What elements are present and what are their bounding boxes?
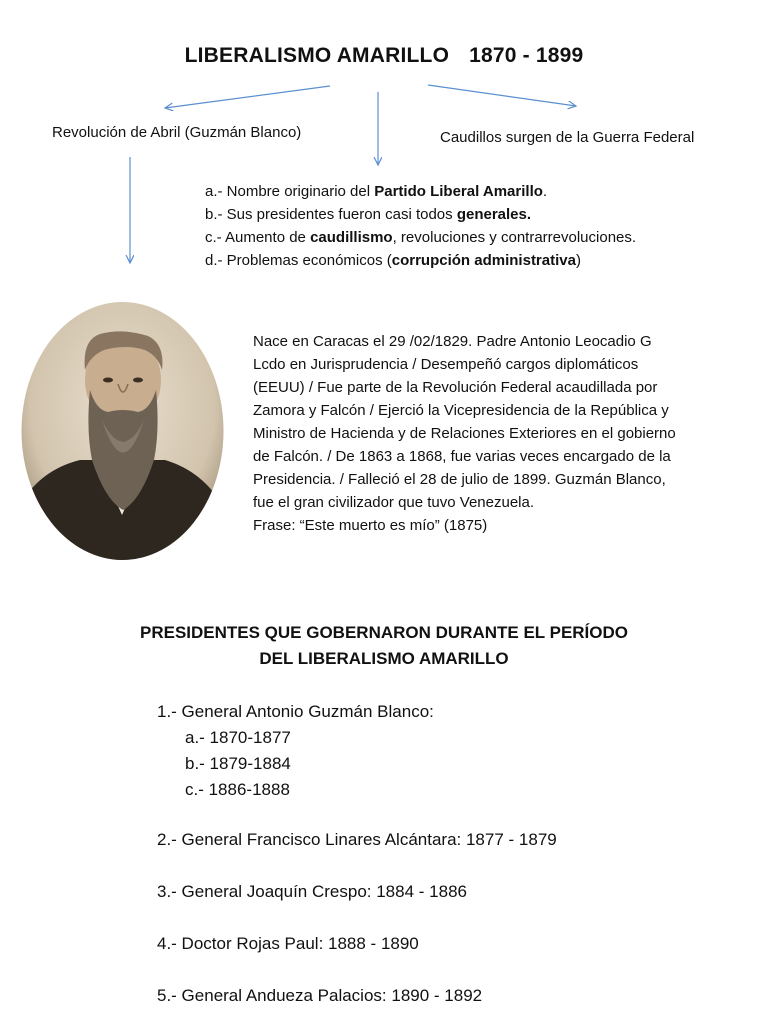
branch-caudillos: Caudillos surgen de la Guerra Federal [440, 129, 695, 146]
president-item: 5.- General Andueza Palacios: 1890 - 1892 [157, 986, 483, 1005]
term-item: a.- 1870-1877 [185, 728, 291, 747]
bio-line: Frase: “Este muerto es mío” (1875) [253, 517, 488, 534]
term-item: c.- 1886-1888 [185, 780, 290, 799]
section-heading-line1: PRESIDENTES QUE GOBERNARON DURANTE EL PERÍODO [139, 623, 629, 642]
feature-item: c.- Aumento de caudillismo, revoluciones y contrarrevoluciones. [205, 229, 637, 246]
feature-item: b.- Sus presidentes fueron casi todos generales. [205, 206, 532, 223]
president-item: 4.- Doctor Rojas Paul: 1888 - 1890 [157, 934, 419, 953]
bio-line: de Falcón. / De 1863 a 1868, fue varias veces encargado de la [253, 448, 671, 465]
section-heading [0, 620, 768, 672]
president-item: 1.- General Antonio Guzmán Blanco: [157, 702, 434, 721]
title-text: LIBERALISMO AMARILLO [184, 44, 450, 67]
bio-line: Zamora y Falcón / Ejerció la Vicepresidencia de la República y [253, 402, 669, 419]
bio-line: fue el gran civilizador que tuvo Venezuela. [253, 494, 535, 511]
section-heading-line2: DEL LIBERALISMO AMARILLO [259, 649, 509, 668]
feature-item: a.- Nombre originario del Partido Liberal Amarillo. [205, 183, 548, 200]
branch-revolucion-abril: Revolución de Abril (Guzmán Blanco) [52, 124, 302, 141]
arrow-left [165, 86, 330, 108]
term-item: b.- 1879-1884 [185, 754, 291, 773]
biography-text [253, 330, 676, 537]
bio-line: Presidencia. / Falleció el 28 de julio de 1899. Guzmán Blanco, [253, 471, 666, 488]
portrait-image [20, 300, 225, 562]
arrow-right [428, 85, 576, 106]
president-item: 2.- General Francisco Linares Alcántara: 1877 - 1879 [157, 830, 557, 849]
bio-line: Lcdo en Jurisprudencia / Desempeñó cargos diplomáticos [253, 356, 639, 373]
bio-line: (EEUU) / Fue parte de la Revolución Federal acaudillada por [253, 379, 658, 396]
president-item: 3.- General Joaquín Crespo: 1884 - 1886 [157, 882, 467, 901]
features-list [205, 180, 636, 272]
bio-line: Nace en Caracas el 29 /02/1829. Padre Antonio Leocadio G [253, 333, 652, 350]
bio-line: Ministro de Hacienda y de Relaciones Exteriores en el gobierno [253, 425, 676, 442]
feature-item: d.- Problemas económicos (corrupción administrativa) [205, 252, 581, 269]
title-years: 1870 - 1899 [469, 44, 584, 67]
